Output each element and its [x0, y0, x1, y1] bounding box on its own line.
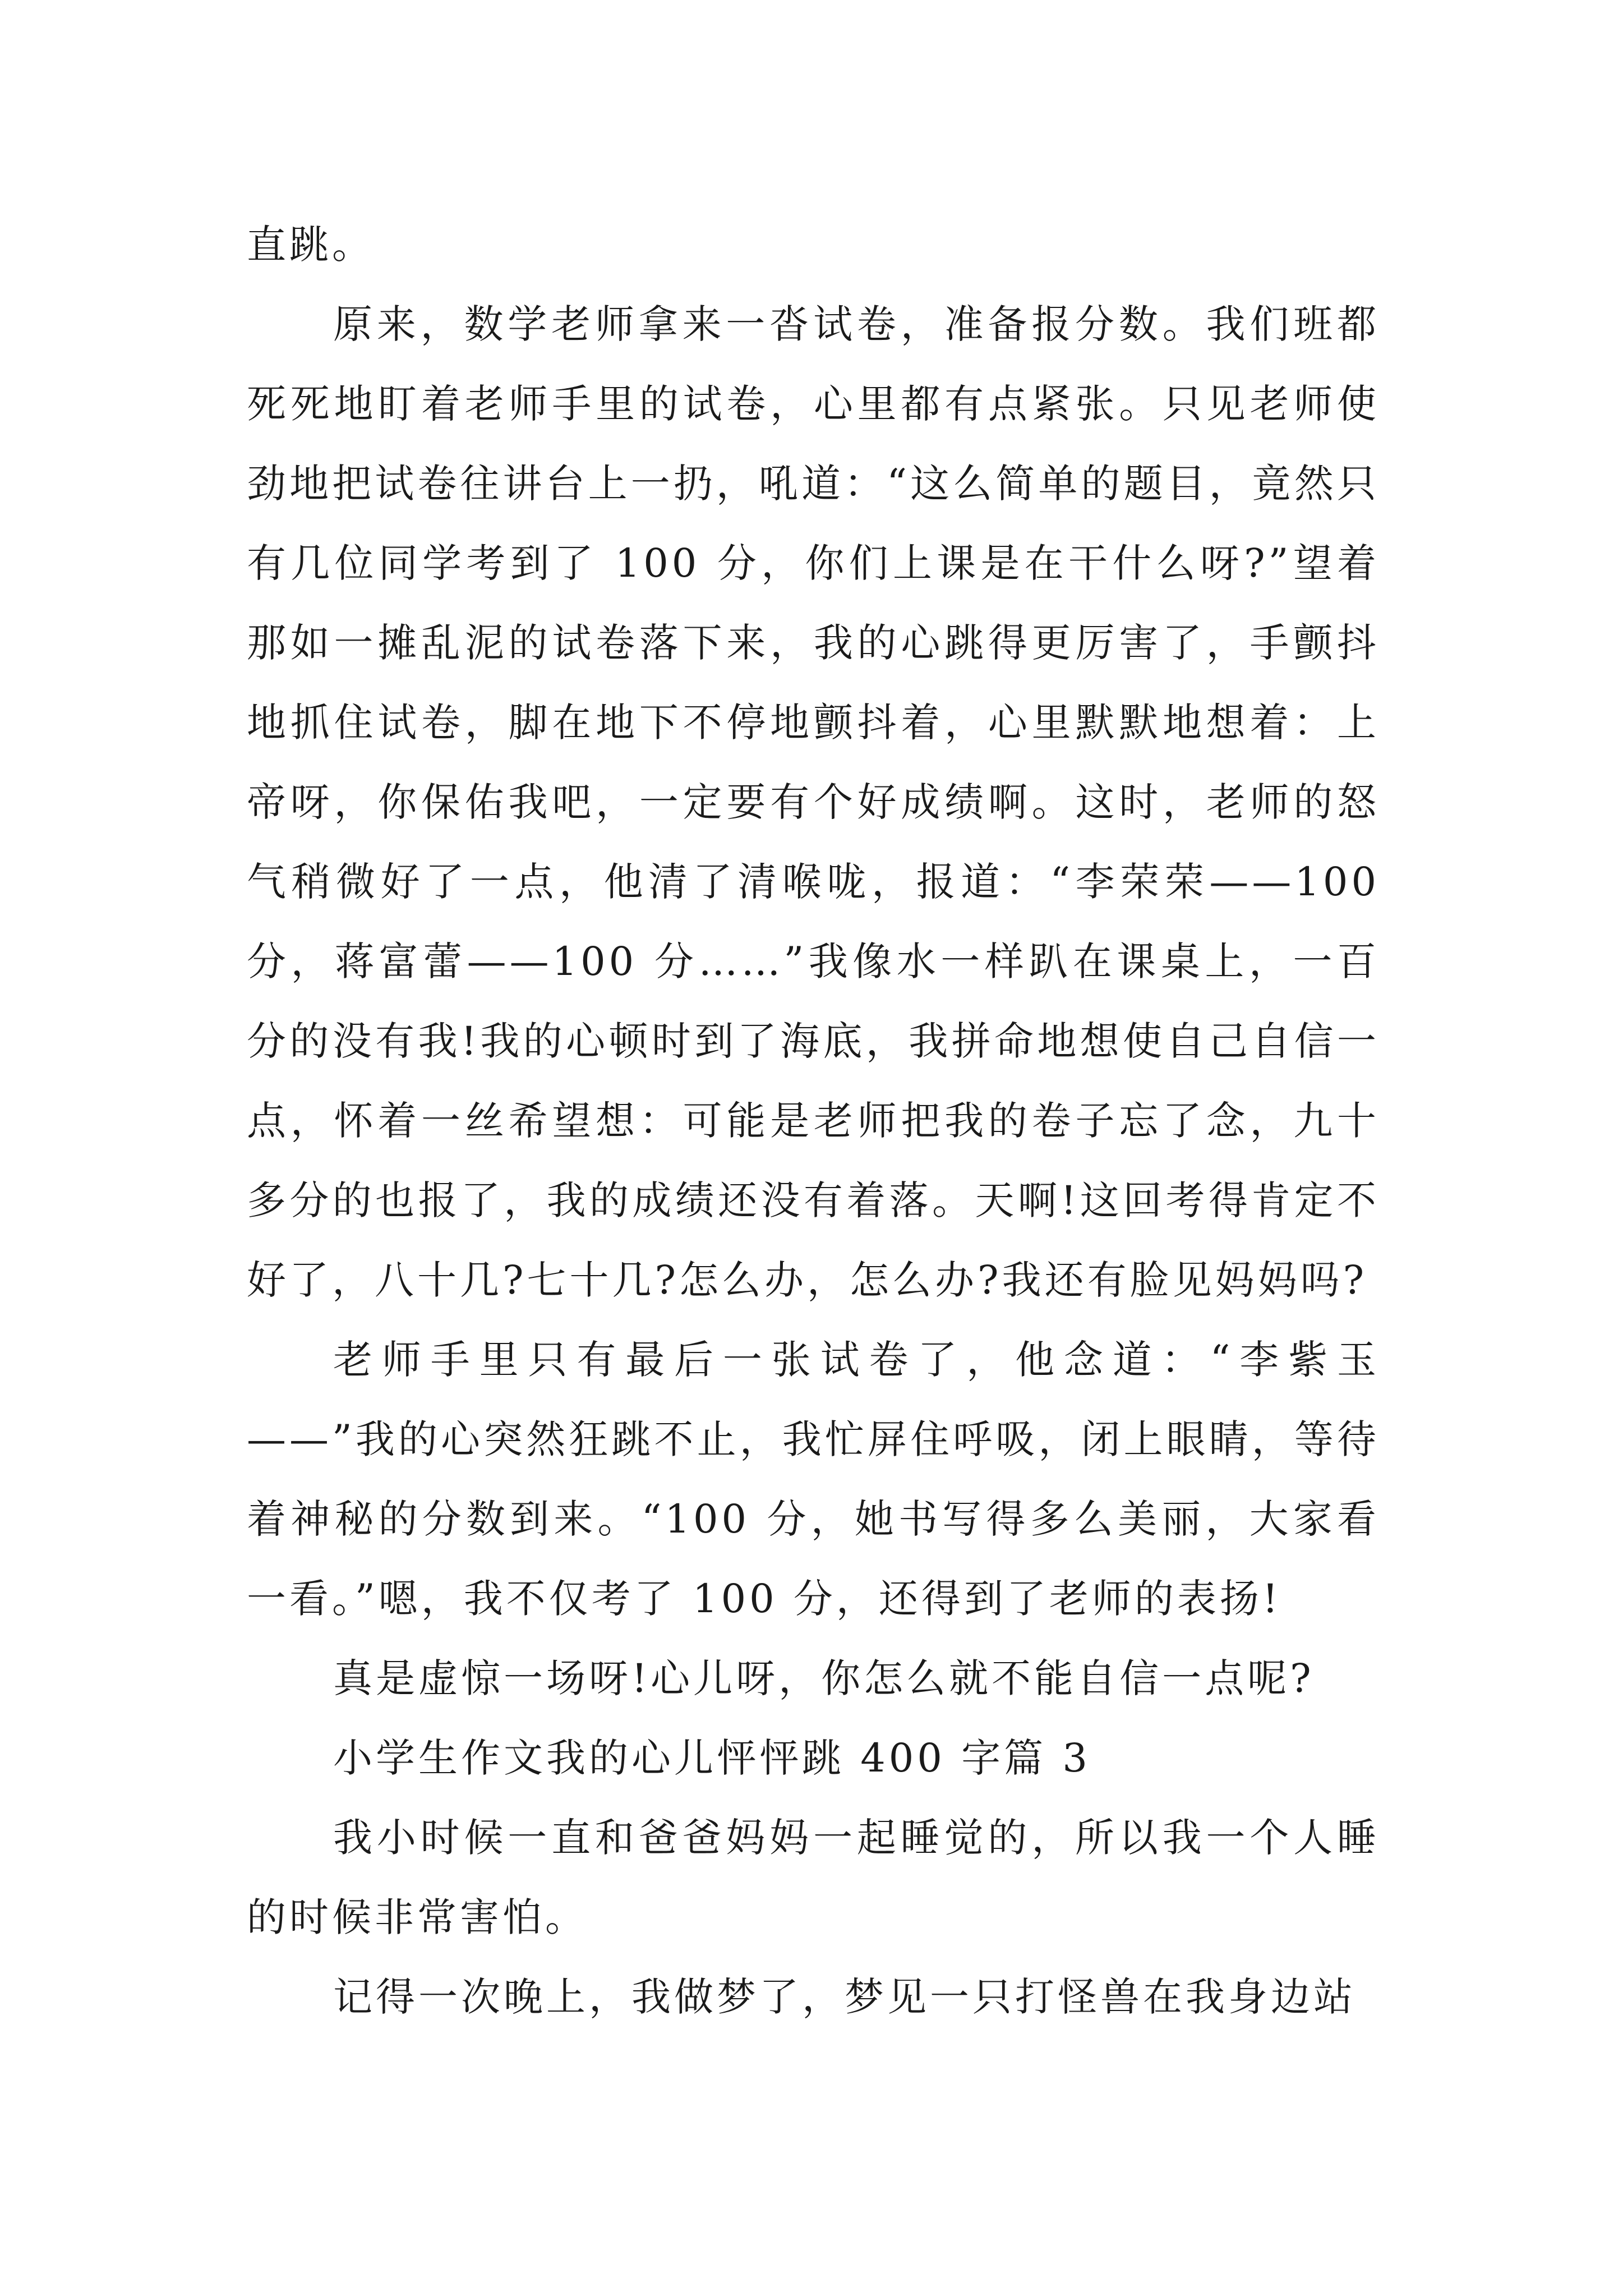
section-heading: 小学生作文我的心儿怦怦跳 400 字篇 3	[333, 1735, 1091, 1781]
paragraph-continuation: 直跳。	[247, 222, 375, 268]
paragraph-exam-results: 原来，数学老师拿来一沓试卷，准备报分数。我们班都死死地盯着老师手里的试卷，心里都有点紧张。只见老师使劲地把试卷往讲台上一扔，吼道：“这么简单的题目，竟然只有几位同学考到了 100 分，你们上课是在干什么呀?”望着那如一摊乱泥的试卷落下来，我的心跳得更厉害了，手颤抖地抓住试卷，脚在地下不停地颤抖着，心里默默地想着：上帝呀，你保佑我吧，一定要有个好成绩啊。这时，老师的怒气稍微好了一点，他清了清喉咙，报道：“李荣荣——100 分，蒋富蕾——100 分……”我像水一样趴在课桌上，一百分的没有我!我的心顿时到了海底，我拼命地想使自己自信一点，怀着一丝希望想：可能是老师把我的卷子忘了念，九十多分的也报了，我的成绩还没有着落。天啊!这回考得肯定不好了，八十几?七十几?怎么办，怎么办?我还有脸见妈妈吗?	[247, 301, 1380, 1303]
paragraph-last-paper: 老师手里只有最后一张试卷了，他念道：“李紫玉——”我的心突然狂跳不止，我忙屏住呼吸，闭上眼睛，等待着神秘的分数到来。“100 分，她书写得多么美丽，大家看一看。”嗯，我不仅考了 100 分，还得到了老师的表扬!	[247, 1337, 1380, 1622]
paragraph-conclusion: 真是虚惊一场呀!心儿呀，你怎么就不能自信一点呢?	[333, 1655, 1315, 1701]
paragraph-sleeping-alone: 我小时候一直和爸爸妈妈一起睡觉的，所以我一个人睡的时候非常害怕。	[247, 1815, 1380, 1940]
body-text	[247, 205, 1380, 2037]
paragraph-dream: 记得一次晚上，我做梦了，梦见一只打怪兽在我身边站	[333, 1974, 1356, 2020]
